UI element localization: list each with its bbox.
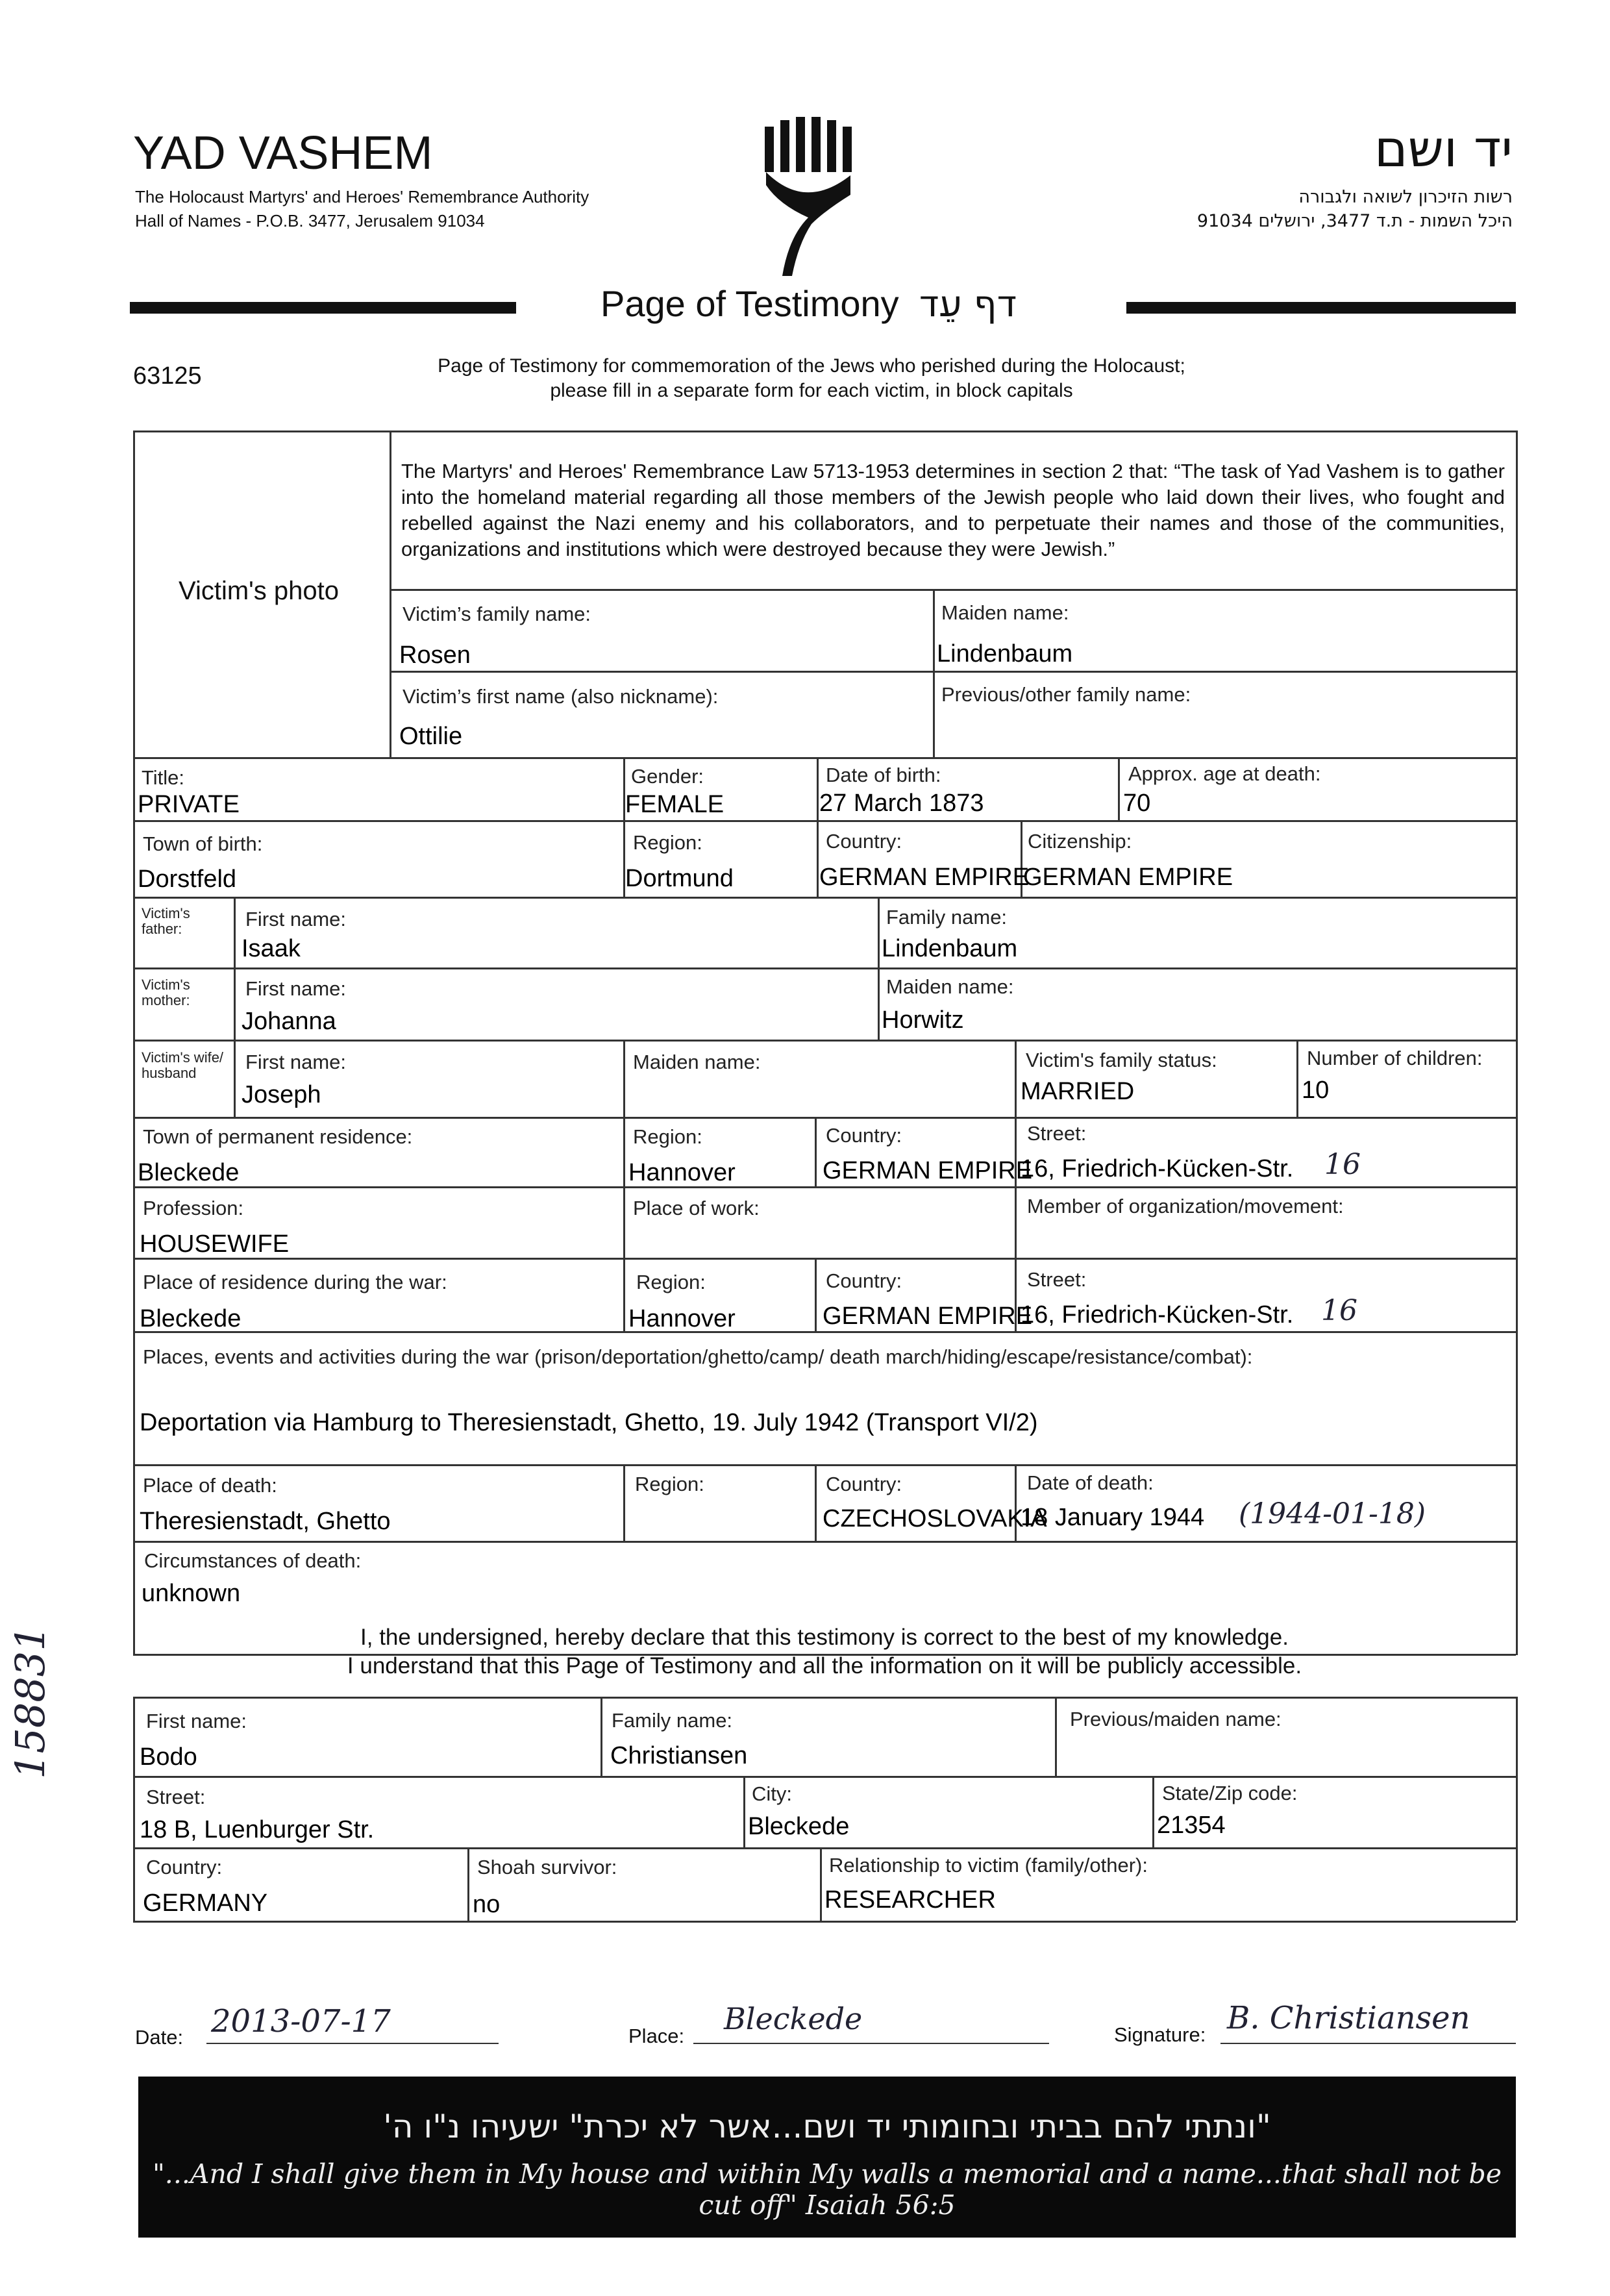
title-rule-right xyxy=(1126,302,1516,314)
law-text: The Martyrs' and Heroes' Remembrance Law 5713-1953 determines in section 2 that: “The task of Yad Vashem is to gather into the homeland material regarding all those members of the Jewish people who laid down their lives, who fought and rebelled against the Nazi enemy and his collaborators, and to perpetuate their names and those of the communities, organizations and institutions which were destroyed because they were Jewish.” xyxy=(401,460,1505,560)
children-label: Number of children: xyxy=(1307,1047,1483,1069)
age-value: 70 xyxy=(1123,790,1151,817)
mother-first-value: Johanna xyxy=(242,1008,336,1035)
residence-region-value: Hannover xyxy=(628,1159,736,1186)
submitter-street-value: 18 B, Luenburger Str. xyxy=(140,1816,375,1843)
death-date-handwritten: (1944-01-18) xyxy=(1239,1497,1426,1530)
submitter-street-label: Street: xyxy=(146,1786,206,1808)
spouse-first-value: Joseph xyxy=(242,1081,321,1108)
mother-side-label: Victim's mother: xyxy=(142,977,190,1008)
victim-first-name: Ottilie xyxy=(399,723,463,750)
signature-handwritten: B. Christiansen xyxy=(1227,2000,1470,2036)
war-street-label: Street: xyxy=(1027,1268,1087,1291)
signature-label: Signature: xyxy=(1114,2023,1206,2046)
submitter-city-value: Bleckede xyxy=(748,1813,850,1840)
war-region-label: Region: xyxy=(636,1271,706,1293)
residence-region-label: Region: xyxy=(633,1125,702,1148)
shoah-survivor-label: Shoah survivor: xyxy=(477,1856,617,1878)
member-organization-label: Member of organization/movement: xyxy=(1027,1195,1344,1217)
title-label: Title: xyxy=(142,766,185,789)
residence-street-handwritten: 16 xyxy=(1324,1148,1361,1181)
victim-family-name-label: Victim’s family name: xyxy=(402,603,591,625)
spouse-side-label: Victim's wife/ husband xyxy=(142,1049,224,1081)
margin-handwritten-number: 158831 xyxy=(6,1625,54,1779)
citizenship-value: GERMAN EMPIRE xyxy=(1023,864,1233,891)
father-first-label: First name: xyxy=(245,908,347,930)
death-region-label: Region: xyxy=(635,1473,704,1495)
form-number: 63125 xyxy=(133,362,202,390)
hebrew-org-address: היכל השמות - ת.ד 3477, ירושלים 91034 xyxy=(1196,211,1513,231)
town-birth-value: Dorstfeld xyxy=(138,866,237,893)
victim-maiden-name-label: Maiden name: xyxy=(941,601,1069,624)
relation-value: RESEARCHER xyxy=(824,1886,996,1914)
mother-maiden-value: Horwitz xyxy=(882,1006,964,1034)
submitter-family-label: Family name: xyxy=(612,1709,733,1732)
citizenship-label: Citizenship: xyxy=(1028,830,1132,853)
gender-value: FEMALE xyxy=(625,791,724,818)
residence-town-label: Town of permanent residence: xyxy=(143,1125,413,1148)
victim-photo-label: Victim's photo xyxy=(179,577,340,605)
mother-first-label: First name: xyxy=(245,977,347,1000)
shoah-survivor-value: no xyxy=(473,1891,501,1918)
war-residence-town: Bleckede xyxy=(140,1305,242,1332)
death-circumstances-label: Circumstances of death: xyxy=(144,1549,362,1572)
father-family-label: Family name: xyxy=(886,906,1008,929)
victim-prev-name-label: Previous/other family name: xyxy=(941,683,1191,706)
death-date-value: 18 January 1944 xyxy=(1021,1504,1205,1531)
submitter-country-value: GERMANY xyxy=(143,1890,268,1917)
events-value: Deportation via Hamburg to Theresienstadt, Ghetto, 19. July 1942 (Transport VI/2) xyxy=(140,1409,1038,1436)
children-value: 10 xyxy=(1302,1077,1330,1104)
residence-country-label: Country: xyxy=(826,1124,902,1147)
death-date-label: Date of death: xyxy=(1027,1471,1154,1494)
declaration-line-1: I, the undersigned, hereby declare that this testimony is correct to the best of my knowledge. xyxy=(360,1625,1289,1650)
region-birth-label: Region: xyxy=(633,831,702,854)
gender-label: Gender: xyxy=(631,765,704,788)
residence-town-value: Bleckede xyxy=(138,1159,240,1186)
submitter-family-value: Christiansen xyxy=(610,1742,748,1769)
page-title: Page of Testimony דף עֵד xyxy=(601,283,1017,325)
place-of-work-label: Place of work: xyxy=(633,1197,760,1219)
profession-value: HOUSEWIFE xyxy=(140,1230,290,1258)
hebrew-org-name: יד ושם xyxy=(1374,120,1513,179)
submitter-first-label: First name: xyxy=(146,1710,247,1732)
father-family-value: Lindenbaum xyxy=(882,935,1018,962)
war-residence-label: Place of residence during the war: xyxy=(143,1271,447,1293)
war-country-value: GERMAN EMPIRE xyxy=(823,1303,1033,1330)
submitter-zip-label: State/Zip code: xyxy=(1162,1782,1298,1804)
war-region-value: Hannover xyxy=(628,1305,736,1332)
dob-label: Date of birth: xyxy=(826,764,941,786)
submitter-city-label: City: xyxy=(752,1782,792,1805)
war-street-handwritten: 16 xyxy=(1321,1294,1357,1327)
country-birth-value: GERMAN EMPIRE xyxy=(819,864,1030,891)
submitter-first-value: Bodo xyxy=(140,1743,197,1771)
title-value: PRIVATE xyxy=(138,791,240,818)
submitter-prev-label: Previous/maiden name: xyxy=(1070,1708,1282,1730)
hebrew-org-subtitle: רשות הזיכרון לשואה ולגבורה xyxy=(1298,187,1513,207)
victim-family-name: Rosen xyxy=(399,642,471,669)
title-rule-left xyxy=(130,302,516,314)
quote-english: "...And I shall give them in My house and within My walls a memorial and a name...that shall not be cut off" Isaiah 56:5 xyxy=(152,2158,1502,2221)
victim-first-name-label: Victim’s first name (also nickname): xyxy=(402,685,719,708)
submitter-country-label: Country: xyxy=(146,1856,223,1878)
relation-label: Relationship to victim (family/other): xyxy=(829,1854,1148,1877)
signature-underline xyxy=(1220,2043,1516,2044)
mother-maiden-label: Maiden name: xyxy=(886,975,1014,998)
country-birth-label: Country: xyxy=(826,830,902,853)
age-label: Approx. age at death: xyxy=(1128,762,1321,785)
war-street-value: 16, Friedrich-Kücken-Str. xyxy=(1021,1301,1294,1329)
quote-hebrew: "ונתתי להם בביתי ובחומותי יד ושם...אשר לא יכרת" ישעיהו נ"ו ה' xyxy=(383,2108,1271,2145)
father-first-value: Isaak xyxy=(242,935,301,962)
spouse-maiden-label: Maiden name: xyxy=(633,1051,761,1073)
region-birth-value: Dortmund xyxy=(625,865,734,892)
dob-value: 27 March 1873 xyxy=(819,790,984,817)
victim-maiden-name: Lindenbaum xyxy=(937,640,1073,668)
yad-vashem-logo-icon xyxy=(753,114,870,282)
death-country-label: Country: xyxy=(826,1473,902,1495)
date-handwritten: 2013-07-17 xyxy=(211,2003,391,2040)
events-label: Places, events and activities during the war (prison/deportation/ghetto/camp/ death march/hiding/escape/resistance/combat): xyxy=(143,1345,1253,1368)
family-status-value: MARRIED xyxy=(1021,1078,1135,1105)
death-place-value: Theresienstadt, Ghetto xyxy=(140,1508,391,1535)
date-underline xyxy=(206,2043,499,2044)
quote-banner xyxy=(138,2077,1516,2238)
town-birth-label: Town of birth: xyxy=(143,832,263,855)
declaration-line-2: I understand that this Page of Testimony and all the information on it will be publicly accessible. xyxy=(347,1653,1302,1678)
org-address: Hall of Names - P.O.B. 3477, Jerusalem 91034 xyxy=(135,211,485,231)
place-label: Place: xyxy=(628,2025,685,2047)
date-label: Date: xyxy=(135,2026,184,2049)
page-title-hebrew: דף עֵד xyxy=(919,283,1017,325)
death-country-value: CZECHOSLOVAKIA xyxy=(823,1505,1047,1532)
spouse-first-label: First name: xyxy=(245,1051,347,1073)
intro-text: Page of Testimony for commemoration of the Jews who perished during the Holocaust; please fill in a separate form for each victim, in block capitals xyxy=(438,355,1185,401)
residence-country-value: GERMAN EMPIRE xyxy=(823,1157,1033,1184)
family-status-label: Victim's family status: xyxy=(1026,1049,1217,1071)
residence-street-value: 16, Friedrich-Kücken-Str. xyxy=(1021,1155,1294,1182)
death-circumstances-value: unknown xyxy=(142,1580,241,1607)
war-country-label: Country: xyxy=(826,1269,902,1292)
org-subtitle: The Holocaust Martyrs' and Heroes' Remembrance Authority xyxy=(135,187,589,206)
death-place-label: Place of death: xyxy=(143,1474,277,1497)
place-handwritten: Bleckede xyxy=(724,2001,863,2036)
submitter-zip-value: 21354 xyxy=(1157,1812,1226,1839)
father-side-label: Victim's father: xyxy=(142,905,190,937)
place-underline xyxy=(693,2043,1049,2044)
org-name: YAD VASHEM xyxy=(133,127,433,179)
profession-label: Profession: xyxy=(143,1197,244,1219)
residence-street-label: Street: xyxy=(1027,1122,1087,1145)
